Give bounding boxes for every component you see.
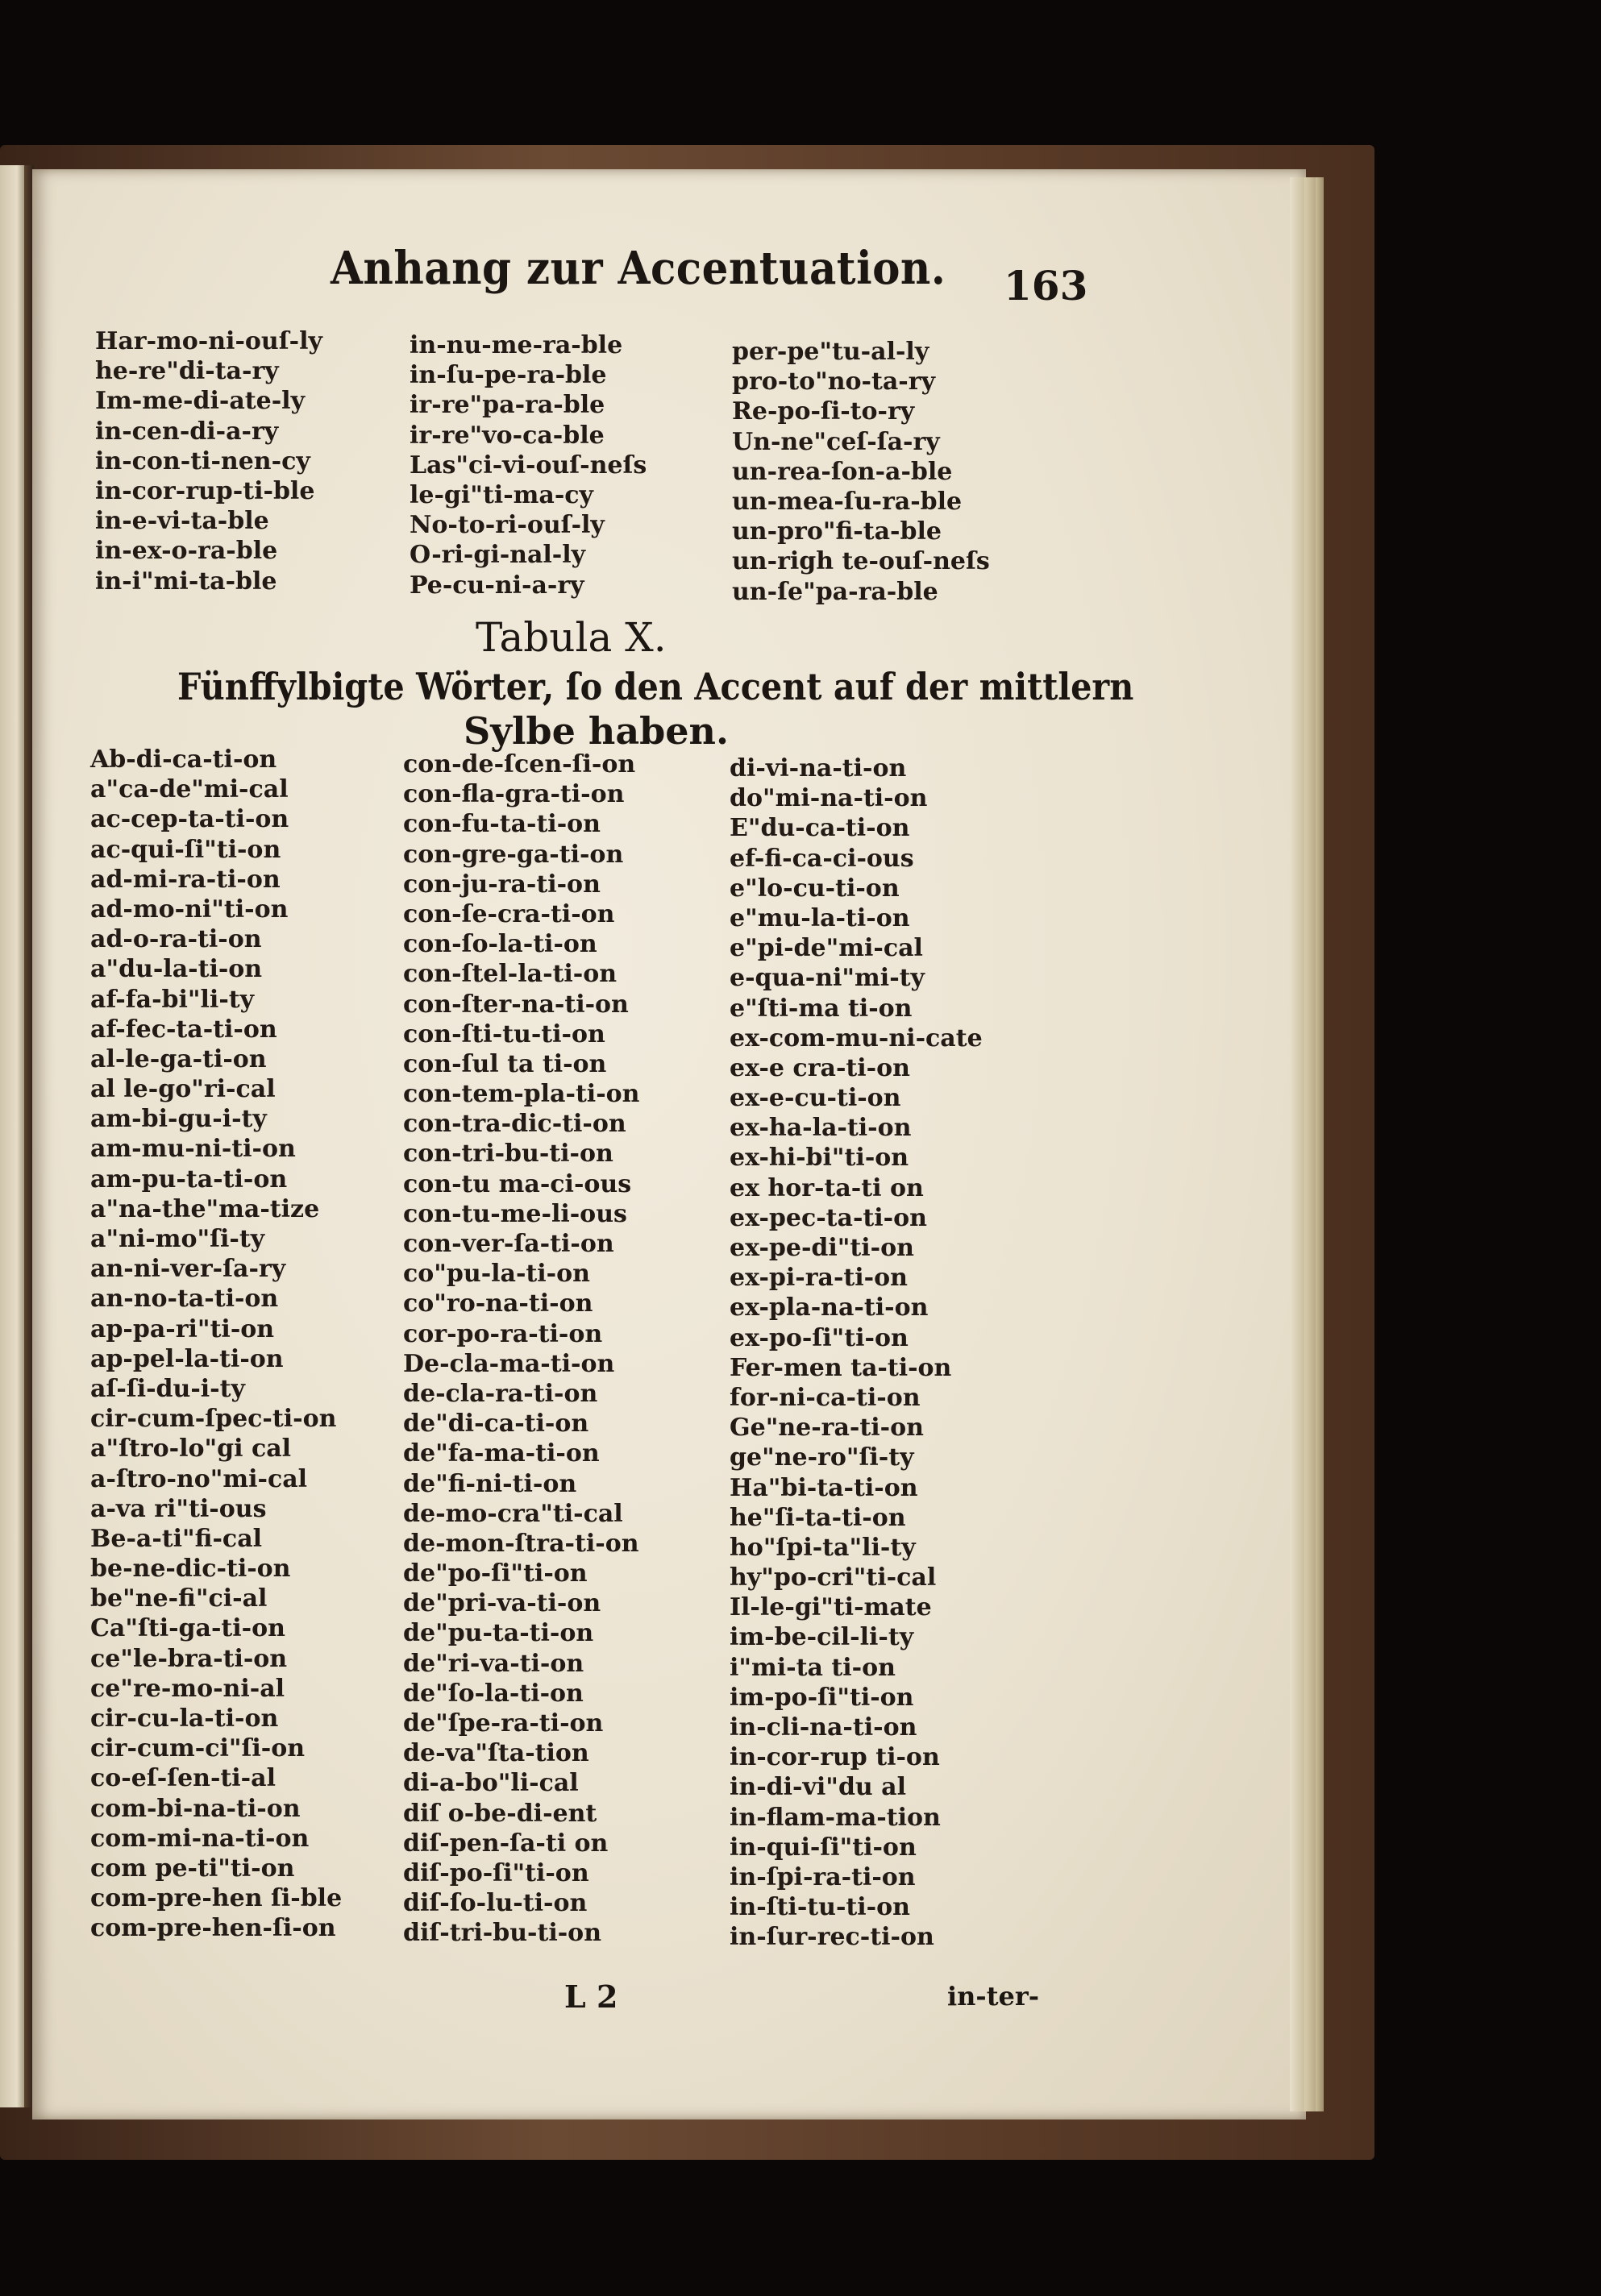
- word-entry: con-ſter-na-ti-on: [403, 990, 629, 1019]
- word-entry: ex-ha-la-ti-on: [730, 1114, 912, 1143]
- word-entry: con-ſti-tu-ti-on: [403, 1019, 605, 1048]
- word-entry: he-re"di-ta-ry: [95, 357, 279, 386]
- word-column-main-2: [403, 749, 639, 1949]
- word-entry: com-pre-hen ſi-ble: [90, 1884, 343, 1913]
- word-entry: con-tu-me-li-ous: [403, 1199, 627, 1228]
- word-entry: de"fa-ma-ti-on: [403, 1439, 600, 1468]
- word-entry: con-ver-ſa-ti-on: [403, 1230, 614, 1258]
- word-entry: le-gi"ti-ma-cy: [410, 480, 593, 509]
- word-entry: Ge"ne-ra-ti-on: [730, 1414, 924, 1443]
- table-title: Tabula X.: [476, 614, 667, 661]
- word-entry: an-no-ta-ti-on: [90, 1285, 279, 1314]
- word-entry: in-ſpi-ra-ti-on: [730, 1862, 916, 1891]
- table-heading-line-2: Sylbe haben.: [464, 709, 730, 753]
- facing-page-edge: [0, 165, 24, 2107]
- word-entry: con-tu ma-ci-ous: [403, 1169, 632, 1198]
- word-entry: in-flam-ma-tion: [730, 1803, 941, 1832]
- word-entry: ex-pec-ta-ti-on: [730, 1203, 927, 1232]
- word-entry: in-ſu-pe-ra-ble: [410, 361, 607, 390]
- word-entry: a-ſtro-no"mi-cal: [90, 1464, 308, 1493]
- word-entry: Re-po-ſi-to-ry: [732, 397, 915, 426]
- word-entry: com pe-ti"ti-on: [90, 1854, 295, 1883]
- word-entry: con-gre-ga-ti-on: [403, 840, 624, 869]
- word-entry: con-ju-ra-ti-on: [403, 870, 601, 899]
- word-entry: ir-re"pa-ra-ble: [410, 391, 605, 420]
- word-entry: co-eſ-ſen-ti-al: [90, 1764, 276, 1793]
- word-entry: in-cli-na-ti-on: [730, 1713, 917, 1742]
- word-entry: de"ſo-la-ti-on: [403, 1679, 584, 1708]
- word-entry: in-ſur-rec-ti-on: [730, 1923, 934, 1952]
- word-entry: im-po-ſi"ti-on: [730, 1683, 914, 1712]
- word-entry: ce"re-mo-ni-al: [90, 1674, 285, 1703]
- word-entry: ad-mi-ra-ti-on: [90, 865, 281, 894]
- word-entry: a-va ri"ti-ous: [90, 1494, 267, 1523]
- word-entry: ir-re"vo-ca-ble: [410, 421, 605, 450]
- page-number: 163: [1004, 262, 1088, 309]
- word-entry: af-fec-ta-ti-on: [90, 1015, 277, 1044]
- word-entry: in-nu-me-ra-ble: [410, 331, 623, 359]
- catchword: in-ter-: [947, 1981, 1039, 2012]
- word-entry: de"pri-va-ti-on: [403, 1589, 601, 1618]
- word-entry: un-righ te-ouſ-neſs: [732, 547, 990, 576]
- word-entry: di-a-bo"li-cal: [403, 1769, 579, 1798]
- word-entry: cir-cu-la-ti-on: [90, 1704, 279, 1733]
- word-entry: a"du-la-ti-on: [90, 955, 263, 984]
- word-entry: diſ-pen-ſa-ti on: [403, 1829, 609, 1858]
- page-edge: [1290, 177, 1304, 2111]
- word-column-top-1: [95, 326, 322, 596]
- word-entry: ex-hi-bi"ti-on: [730, 1144, 909, 1173]
- word-entry: un-mea-ſu-ra-ble: [732, 487, 963, 516]
- word-entry: con-fla-gra-ti-on: [403, 780, 625, 809]
- word-entry: Il-le-gi"ti-mate: [730, 1593, 932, 1622]
- word-entry: a"ſtro-lo"gi cal: [90, 1434, 292, 1464]
- word-entry: con-ſul ta ti-on: [403, 1049, 607, 1078]
- word-entry: for-ni-ca-ti-on: [730, 1383, 921, 1412]
- word-entry: a"na-the"ma-tize: [90, 1194, 320, 1223]
- word-entry: de-mo-cra"ti-cal: [403, 1499, 623, 1528]
- word-entry: e"ſti-ma ti-on: [730, 994, 913, 1023]
- word-entry: am-pu-ta-ti-on: [90, 1165, 288, 1194]
- word-entry: No-to-ri-ouſ-ly: [410, 511, 605, 540]
- word-entry: diſ o-be-di-ent: [403, 1799, 597, 1828]
- word-entry: in-i"mi-ta-ble: [95, 567, 277, 596]
- word-entry: ac-cep-ta-ti-on: [90, 805, 289, 834]
- word-entry: de-cla-ra-ti-on: [403, 1379, 598, 1408]
- word-entry: cir-cum-ci"ſi-on: [90, 1734, 306, 1763]
- word-entry: Ha"bi-ta-ti-on: [730, 1473, 918, 1502]
- word-entry: com-pre-hen-ſi-on: [90, 1914, 336, 1943]
- word-entry: be-ne-dic-ti-on: [90, 1555, 291, 1584]
- word-entry: ex-po-ſi"ti-on: [730, 1323, 909, 1352]
- word-entry: im-be-cil-li-ty: [730, 1623, 914, 1652]
- word-entry: un-rea-ſon-a-ble: [732, 457, 953, 486]
- word-entry: Be-a-ti"fi-cal: [90, 1524, 263, 1553]
- word-entry: de"ſpe-ra-ti-on: [403, 1709, 604, 1738]
- word-entry: am-mu-ni-ti-on: [90, 1135, 296, 1164]
- word-entry: con-tri-bu-ti-on: [403, 1140, 613, 1169]
- word-entry: com-bi-na-ti-on: [90, 1794, 301, 1823]
- word-entry: ex-pe-di"ti-on: [730, 1234, 914, 1262]
- word-entry: con-fu-ta-ti-on: [403, 810, 601, 839]
- page-edge: [1316, 177, 1324, 2111]
- word-entry: in-ex-o-ra-ble: [95, 537, 278, 566]
- word-entry: ad-mo-ni"ti-on: [90, 895, 289, 924]
- word-entry: de-va"ſta-tion: [403, 1739, 589, 1768]
- word-entry: Ab-di-ca-ti-on: [90, 745, 277, 774]
- word-entry: con-ſo-la-ti-on: [403, 930, 597, 959]
- word-entry: de"ri-va-ti-on: [403, 1649, 584, 1678]
- word-entry: ge"ne-ro"ſi-ty: [730, 1443, 914, 1472]
- word-entry: ex hor-ta-ti on: [730, 1173, 924, 1202]
- word-entry: co"ro-na-ti-on: [403, 1289, 593, 1318]
- word-entry: co"pu-la-ti-on: [403, 1260, 590, 1289]
- word-entry: Las"ci-vi-ouſ-neſs: [410, 450, 647, 480]
- word-entry: an-ni-ver-ſa-ry: [90, 1255, 286, 1284]
- word-entry: do"mi-na-ti-on: [730, 784, 928, 813]
- word-entry: de"po-ſi"ti-on: [403, 1559, 588, 1588]
- word-entry: in-di-vi"du al: [730, 1773, 907, 1802]
- word-entry: di-vi-na-ti-on: [730, 754, 907, 783]
- word-entry: un-pro"fi-ta-ble: [732, 517, 942, 546]
- word-entry: com-mi-na-ti-on: [90, 1824, 310, 1853]
- word-entry: diſ-tri-bu-ti-on: [403, 1919, 602, 1948]
- word-entry: in-ſti-tu-ti-on: [730, 1893, 910, 1922]
- word-column-top-2: [410, 330, 647, 600]
- word-entry: de"fi-ni-ti-on: [403, 1469, 577, 1498]
- word-entry: in-cen-di-a-ry: [95, 417, 279, 446]
- word-entry: Im-me-di-ate-ly: [95, 387, 305, 416]
- word-entry: Fer-men ta-ti-on: [730, 1353, 952, 1382]
- word-entry: a"ca-de"mi-cal: [90, 775, 289, 804]
- word-entry: Pe-cu-ni-a-ry: [410, 571, 584, 600]
- word-entry: per-pe"tu-al-ly: [732, 338, 929, 366]
- running-head: Anhang zur Accentuation.: [331, 242, 946, 295]
- word-entry: ap-pa-ri"ti-on: [90, 1314, 275, 1343]
- word-column-top-3: [732, 337, 990, 607]
- word-entry: cor-po-ra-ti-on: [403, 1319, 603, 1348]
- word-column-main-3: [730, 754, 983, 1953]
- word-column-main-1: [90, 745, 342, 1944]
- word-entry: de"pu-ta-ti-on: [403, 1619, 594, 1648]
- word-entry: De-cla-ma-ti-on: [403, 1349, 615, 1378]
- word-entry: af-fa-bi"li-ty: [90, 985, 255, 1014]
- word-entry: am-bi-gu-i-ty: [90, 1105, 267, 1134]
- word-entry: ex-com-mu-ni-cate: [730, 1023, 983, 1053]
- word-entry: ho"ſpi-ta"li-ty: [730, 1533, 916, 1562]
- word-entry: un-ſe"pa-ra-ble: [732, 577, 938, 606]
- word-entry: be"ne-fi"ci-al: [90, 1584, 268, 1613]
- word-entry: O-ri-gi-nal-ly: [410, 541, 586, 570]
- word-entry: ex-e-cu-ti-on: [730, 1084, 901, 1113]
- table-heading-line-1: Fünffylbigte Wörter, ſo den Accent auf der mittlern: [177, 665, 1134, 708]
- word-entry: Un-ne"ceſ-ſa-ry: [732, 427, 940, 456]
- word-entry: con-ſe-cra-ti-on: [403, 899, 615, 928]
- word-entry: con-tem-pla-ti-on: [403, 1080, 640, 1109]
- word-entry: in-con-ti-nen-cy: [95, 446, 310, 475]
- word-entry: a"ni-mo"ſi-ty: [90, 1225, 265, 1253]
- word-entry: con-ſtel-la-ti-on: [403, 960, 618, 989]
- word-entry: cir-cum-ſpec-ti-on: [90, 1405, 337, 1434]
- word-entry: con-tra-dic-ti-on: [403, 1110, 626, 1139]
- word-entry: ex-e cra-ti-on: [730, 1053, 910, 1082]
- word-entry: he"ſi-ta-ti-on: [730, 1503, 906, 1532]
- word-entry: ac-qui-ſi"ti-on: [90, 835, 281, 864]
- word-entry: de"di-ca-ti-on: [403, 1410, 589, 1439]
- word-entry: ex-pla-na-ti-on: [730, 1293, 929, 1322]
- word-entry: aſ-ſi-du-i-ty: [90, 1374, 245, 1403]
- word-entry: in-qui-ſi"ti-on: [730, 1833, 917, 1862]
- word-entry: al-le-ga-ti-on: [90, 1044, 267, 1073]
- word-entry: al le-go"ri-cal: [90, 1075, 276, 1104]
- word-entry: con-de-ſcen-ſi-on: [403, 750, 636, 778]
- word-entry: ex-pi-ra-ti-on: [730, 1264, 908, 1293]
- signature-mark: L 2: [564, 1978, 618, 2015]
- word-entry: ad-o-ra-ti-on: [90, 925, 262, 954]
- word-entry: in-cor-rup-ti-ble: [95, 476, 315, 505]
- word-entry: in-cor-rup ti-on: [730, 1743, 940, 1772]
- word-entry: i"mi-ta ti-on: [730, 1653, 896, 1682]
- word-entry: in-e-vi-ta-ble: [95, 507, 269, 536]
- word-entry: Har-mo-ni-ouſ-ly: [95, 327, 322, 355]
- word-entry: e-qua-ni"mi-ty: [730, 964, 925, 993]
- word-entry: ap-pel-la-ti-on: [90, 1344, 284, 1373]
- word-entry: Ca"ſti-ga-ti-on: [90, 1614, 285, 1643]
- word-entry: ce"le-bra-ti-on: [90, 1644, 288, 1673]
- word-entry: e"mu-la-ti-on: [730, 903, 910, 932]
- word-entry: e"pi-de"mi-cal: [730, 934, 923, 963]
- word-entry: e"lo-cu-ti-on: [730, 874, 900, 903]
- word-entry: E"du-ca-ti-on: [730, 814, 910, 843]
- word-entry: hy"po-cri"ti-cal: [730, 1563, 937, 1592]
- page-edge: [1304, 177, 1316, 2111]
- word-entry: de-mon-ſtra-ti-on: [403, 1529, 639, 1558]
- word-entry: ef-fi-ca-ci-ous: [730, 844, 914, 873]
- word-entry: diſ-po-ſi"ti-on: [403, 1858, 589, 1887]
- word-entry: pro-to"no-ta-ry: [732, 367, 935, 397]
- word-entry: diſ-ſo-lu-ti-on: [403, 1889, 588, 1918]
